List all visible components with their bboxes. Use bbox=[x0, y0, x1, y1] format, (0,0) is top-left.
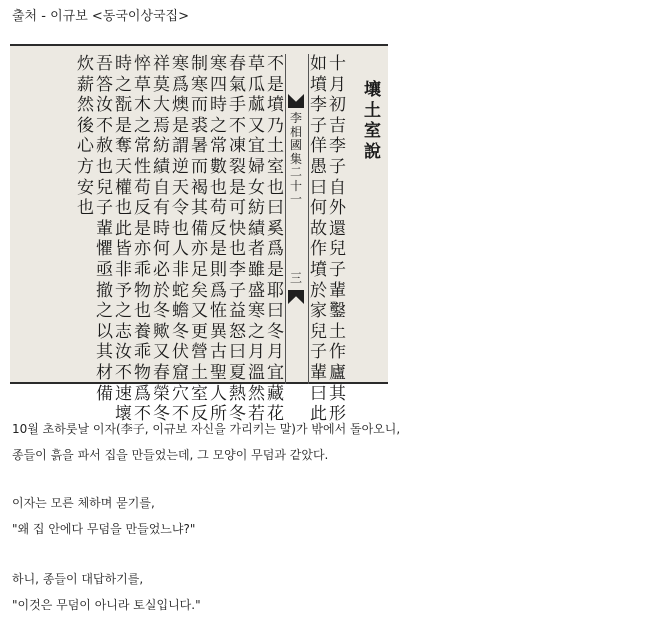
text-column: 時之翫是奪天權也此皆非予之志汝不速壞 bbox=[115, 54, 132, 425]
text-column: 草瓜蓏又宜婦女紡績者雖盛寒之月溫然若 bbox=[248, 54, 265, 425]
translation-line: "왜 집 안에다 무덤을 만들었느냐?" bbox=[12, 522, 196, 536]
text-column: 制寒而裘暑而褐其備亦足矣又更營土室反 bbox=[191, 54, 208, 425]
page-number: 三 bbox=[289, 271, 302, 285]
translation-line: 종들이 흙을 파서 집을 만들었는데, 그 모양이 무덤과 같았다. bbox=[12, 448, 329, 462]
text-column: 悴草木之常性苟反是亦乖物也養乖物爲不 bbox=[134, 54, 151, 425]
book-title-fold: 李相國集二十一 bbox=[289, 111, 302, 206]
translation-line: 하니, 종들이 대답하기를, bbox=[12, 572, 144, 586]
text-column: 炊薪然後心方安也 bbox=[77, 54, 94, 219]
text-column: 春氣手不凍裂是可快也李子益怒曰夏熱冬 bbox=[229, 54, 246, 425]
text-column: 吾答汝不赦也兒子輩懼亟撤之以其材備 bbox=[96, 54, 113, 404]
essay-title: 壤土室說 bbox=[364, 80, 381, 162]
source-citation: 출처 - 이규보 <동국이상국집> bbox=[12, 9, 190, 24]
text-column: 祥莫大焉紡績自有時何必於冬歟又春榮冬 bbox=[153, 54, 170, 425]
translation-line: 10월 초하룻날 이자(李子, 이규보 자신을 가리키는 말)가 밖에서 돌아오니, bbox=[12, 422, 401, 436]
translation-line: "이것은 무덤이 아니라 토실입니다." bbox=[12, 598, 201, 612]
page-fold bbox=[285, 54, 309, 384]
fold-mark-icon bbox=[288, 290, 304, 304]
translation-line: 이자는 모른 체하며 묻기를, bbox=[12, 496, 155, 510]
text-column: 寒爲燠是謂逆天令也人非蛇蟾冬伏窟穴不 bbox=[172, 54, 189, 425]
text-column: 如墳李子佯愚曰何故作墳於家兒子輩曰此 bbox=[310, 54, 327, 425]
text-column: 不是墳乃土室也曰奚爲是耶曰冬月宜藏花 bbox=[267, 54, 284, 425]
text-column: 寒四時之常數也苟反是則爲恠異古聖人所 bbox=[210, 54, 227, 425]
classical-text-scan bbox=[10, 44, 388, 425]
text-column: 十月初吉李子自外還兒子輩鑿土作廬其形 bbox=[329, 54, 346, 425]
fold-mark-icon bbox=[288, 94, 304, 108]
